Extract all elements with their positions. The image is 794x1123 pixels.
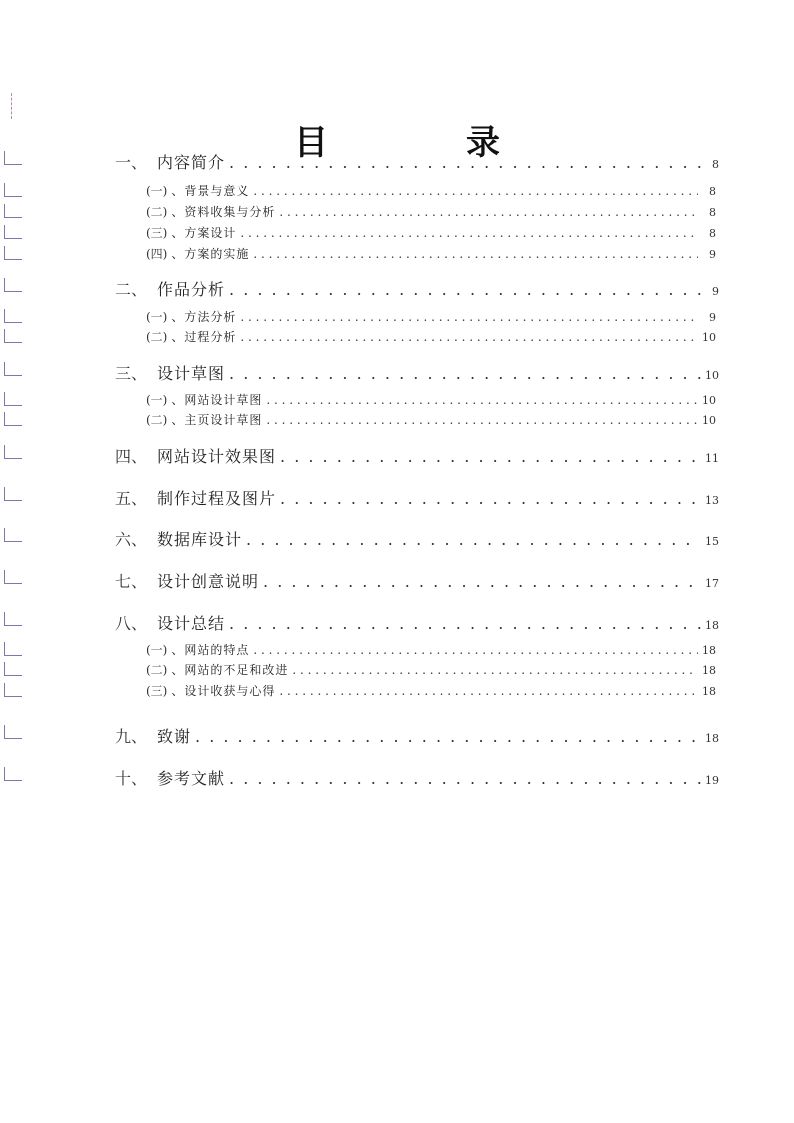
margin-marker: [4, 445, 22, 459]
toc-entry-page-number: 19: [705, 774, 719, 787]
toc-chapter-entry[interactable]: [115, 486, 719, 509]
toc-entry-number: (一): [146, 184, 168, 198]
toc-chapter-entry[interactable]: [115, 150, 719, 173]
toc-entry-number: (一): [146, 310, 168, 324]
toc-entry-page-number: 18: [702, 644, 716, 657]
toc-section-entry[interactable]: [146, 203, 716, 220]
margin-marker: [4, 412, 22, 426]
toc-entry-number: 七、: [115, 572, 148, 591]
margin-marker: [4, 329, 22, 343]
toc-entry-title: 、方案的实施: [171, 247, 250, 261]
toc-entry-page-number: 8: [709, 227, 716, 240]
toc-entry-page-number: 10: [702, 394, 716, 407]
toc-entry-page-number: 18: [705, 732, 719, 745]
toc-entry-number: (三): [146, 684, 168, 698]
toc-entry-number: (三): [146, 226, 168, 240]
toc-entry-number: (四): [146, 247, 168, 261]
margin-marker: [4, 151, 22, 165]
margin-marker: [4, 204, 22, 218]
toc-entry-title: 参考文献: [157, 769, 226, 788]
toc-entry-number: 十、: [115, 769, 148, 788]
toc-entry-title: 、网站的不足和改进: [171, 663, 289, 677]
toc-entry-title: 、资料收集与分析: [171, 205, 276, 219]
dot-leader: [279, 684, 698, 698]
toc-entry-number: 四、: [115, 447, 148, 466]
margin-marker: [4, 642, 22, 656]
dot-leader: [266, 393, 698, 407]
toc-section-entry[interactable]: [146, 328, 716, 345]
margin-marker: [4, 528, 22, 542]
toc-entry-page-number: 8: [709, 206, 716, 219]
dot-leader: [266, 413, 698, 427]
margin-marker: [4, 683, 22, 697]
toc-entry-title: 数据库设计: [157, 530, 243, 549]
dot-leader: [253, 247, 698, 261]
toc-entry-page-number: 18: [702, 664, 716, 677]
margin-marker: [4, 183, 22, 197]
margin-marker: [4, 767, 22, 781]
toc-entry-page-number: 10: [705, 369, 719, 382]
toc-section-entry[interactable]: [146, 245, 716, 262]
dot-leader: [229, 769, 701, 788]
toc-entry-number: 一、: [115, 153, 148, 172]
dot-leader: [229, 364, 701, 383]
margin-marker: [4, 362, 22, 376]
toc-chapter-entry[interactable]: [115, 277, 719, 300]
toc-entry-page-number: 9: [712, 285, 719, 298]
margin-marker: [4, 392, 22, 406]
margin-marker: [4, 487, 22, 501]
toc-entry-page-number: 13: [705, 494, 719, 507]
toc-section-entry[interactable]: [146, 391, 716, 408]
dot-leader: [229, 280, 701, 299]
toc-section-entry[interactable]: [146, 661, 716, 678]
toc-entry-page-number: 15: [705, 535, 719, 548]
dot-leader: [253, 184, 698, 198]
margin-marker: [4, 612, 22, 626]
toc-chapter-entry[interactable]: [115, 611, 719, 634]
toc-section-entry[interactable]: [146, 182, 716, 199]
dot-leader: [195, 727, 701, 746]
toc-entry-number: (二): [146, 330, 168, 344]
toc-entry-page-number: 17: [705, 577, 719, 590]
toc-entry-page-number: 9: [709, 248, 716, 261]
toc-entry-number: 八、: [115, 614, 148, 633]
margin-marker: [4, 246, 22, 260]
margin-marker: [4, 725, 22, 739]
toc-entry-title: 、设计收获与心得: [171, 684, 276, 698]
toc-entry-page-number: 8: [712, 158, 719, 171]
dot-leader: [280, 447, 701, 466]
dot-leader: [229, 614, 701, 633]
toc-entry-number: 二、: [115, 280, 148, 299]
toc-entry-page-number: 10: [702, 414, 716, 427]
dot-leader: [229, 153, 701, 172]
toc-entry-title: 、网站设计草图: [171, 393, 263, 407]
toc-entry-number: 九、: [115, 727, 148, 746]
page-title: 目 录: [294, 122, 552, 163]
toc-entry-title: 设计总结: [157, 614, 226, 633]
toc-entry-title: 致谢: [157, 727, 192, 746]
toc-entry-number: (一): [146, 643, 168, 657]
toc-chapter-entry[interactable]: [115, 361, 719, 384]
toc-chapter-entry[interactable]: [115, 724, 719, 747]
toc-chapter-entry[interactable]: [115, 527, 719, 550]
toc-section-entry[interactable]: [146, 411, 716, 428]
toc-chapter-entry[interactable]: [115, 444, 719, 467]
dot-leader: [240, 330, 698, 344]
toc-chapter-entry[interactable]: [115, 569, 719, 592]
toc-entry-title: 、方法分析: [171, 310, 237, 324]
toc-entry-number: 三、: [115, 364, 148, 383]
dot-leader: [292, 663, 698, 677]
toc-entry-page-number: 8: [709, 185, 716, 198]
toc-entry-title: 作品分析: [157, 280, 226, 299]
toc-entry-title: 制作过程及图片: [157, 489, 277, 508]
toc-entry-page-number: 9: [709, 311, 716, 324]
toc-entry-page-number: 10: [702, 331, 716, 344]
dot-leader: [246, 530, 701, 549]
margin-marker: [4, 309, 22, 323]
toc-entry-page-number: 11: [705, 452, 719, 465]
toc-entry-number: (二): [146, 663, 168, 677]
dot-leader: [280, 489, 701, 508]
margin-marker: [4, 662, 22, 676]
toc-entry-page-number: 18: [705, 619, 719, 632]
dot-leader: [279, 205, 698, 219]
toc-section-entry[interactable]: [146, 641, 716, 658]
toc-entry-number: 五、: [115, 489, 148, 508]
toc-entry-number: (二): [146, 413, 168, 427]
margin-marker: [4, 278, 22, 292]
toc-entry-number: (二): [146, 205, 168, 219]
toc-section-entry[interactable]: [146, 682, 716, 699]
toc-entry-number: (一): [146, 393, 168, 407]
toc-entry-title: 设计草图: [157, 364, 226, 383]
toc-entry-number: 六、: [115, 530, 148, 549]
toc-entry-title: 内容简介: [157, 153, 226, 172]
toc-chapter-entry[interactable]: [115, 766, 719, 789]
dot-leader: [240, 310, 698, 324]
toc-section-entry[interactable]: [146, 224, 716, 241]
toc-entry-title: 、背景与意义: [171, 184, 250, 198]
toc-entry-title: 、主页设计草图: [171, 413, 263, 427]
toc-entry-title: 、方案设计: [171, 226, 237, 240]
dot-leader: [263, 572, 701, 591]
margin-marker: [4, 225, 22, 239]
margin-marker: [4, 570, 22, 584]
toc-entry-title: 设计创意说明: [157, 572, 260, 591]
toc-entry-title: 网站设计效果图: [157, 447, 277, 466]
dot-leader: [253, 643, 698, 657]
toc-entry-title: 、过程分析: [171, 330, 237, 344]
toc-entry-page-number: 18: [702, 685, 716, 698]
toc-section-entry[interactable]: [146, 308, 716, 325]
toc-entry-title: 、网站的特点: [171, 643, 250, 657]
dot-leader: [240, 226, 698, 240]
